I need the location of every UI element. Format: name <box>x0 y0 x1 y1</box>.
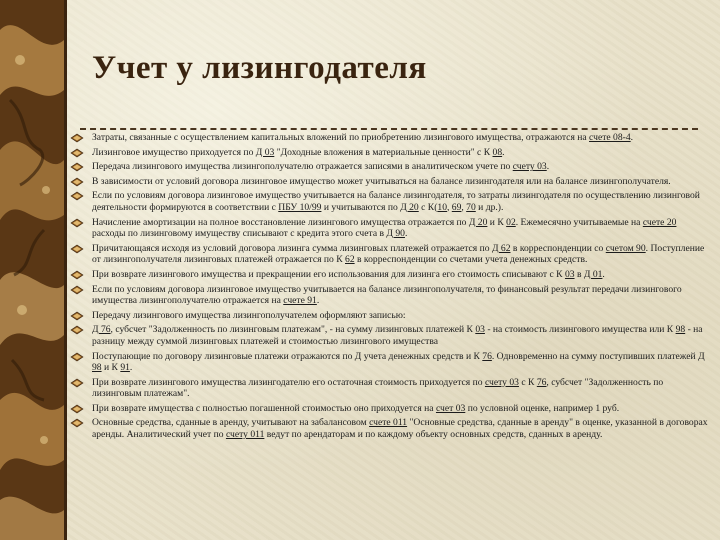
bullet-item <box>70 217 710 240</box>
bullet-icon <box>70 311 84 321</box>
bullet-text: "Доходные вложения в материальные ценности" с К <box>274 146 493 158</box>
bullet-text: , <box>446 201 452 213</box>
bullet-text: - на разницу между суммой лизинговых платежей и стоимостью лизингового имущества <box>92 324 703 347</box>
bullet-list <box>70 132 710 444</box>
account-link[interactable]: ПБУ 10/99 <box>278 201 322 213</box>
account-link[interactable]: 02 <box>506 216 516 228</box>
account-link[interactable]: счете 011 <box>369 417 408 429</box>
bullet-icon <box>70 244 84 254</box>
bullet-text: "Основные средства, сданные в аренду" в оценке, указанной в договорах аренды. Аналитический учет по <box>92 417 708 441</box>
account-link[interactable]: 10 <box>437 201 447 213</box>
bullet-text: . <box>129 362 133 374</box>
bullet-icon <box>70 270 84 280</box>
bullet-item <box>70 417 710 440</box>
account-link[interactable]: счете 08-4 <box>589 132 631 143</box>
bullet-text: и др.). <box>475 201 504 213</box>
bullet-text: Начисление амортизации на полное восстановление лизингового имущества отражается по <box>92 216 469 228</box>
bullet-text: . Поступление от лизингополучателя лизинговых платежей отражается по К <box>92 242 705 266</box>
bullet-icon <box>70 325 84 335</box>
bullet-item <box>70 284 710 307</box>
bullet-icon <box>70 418 84 428</box>
account-link[interactable]: Д 62 <box>491 242 511 254</box>
bullet-icon <box>70 404 84 414</box>
account-link[interactable]: 98 <box>675 324 686 336</box>
bullet-item <box>70 310 710 322</box>
bullet-item <box>70 132 710 144</box>
bullet-text: Если по условиям договора лизинговое имущество учитывается на балансе лизингодателя, то затраты лизингодателя по осуществлению лизинговой деятельности формируются в соответствии с <box>92 190 700 213</box>
account-link[interactable]: Д 03 <box>255 146 275 158</box>
account-link[interactable]: 76 <box>536 376 547 388</box>
bullet-text: . <box>546 161 550 173</box>
account-link[interactable]: 62 <box>345 254 355 266</box>
account-link[interactable]: счете 91 <box>283 295 317 307</box>
bullet-text: , <box>461 201 467 213</box>
bullet-text: в <box>574 268 584 280</box>
account-link[interactable]: счете 20 <box>642 216 677 228</box>
bullet-item <box>70 403 710 415</box>
bullet-text: Основные средства, сданные в аренду, учитывают на забалансовом <box>92 417 370 429</box>
bullet-text: и К <box>101 362 121 374</box>
account-link[interactable]: счету 03 <box>484 376 519 388</box>
bullet-text: в корреспонденции со <box>510 242 606 254</box>
bullet-text: расходы по лизинговому имуществу списывают с кредита этого счета в <box>92 228 387 240</box>
bullet-text: При возврате имущества с полностью погашенной стоимостью оно приходуется на <box>92 402 436 414</box>
bullet-text: . Одновременно на сумму поступивших платежей <box>491 350 699 362</box>
account-link[interactable]: 03 <box>475 324 485 336</box>
bullet-text: в корреспонденции со счетами учета денежных средств. <box>354 254 588 266</box>
bullet-text: по условной оценке, например 1 руб. <box>465 402 620 414</box>
bullet-text: - на стоимость лизингового имущества или К <box>484 324 676 336</box>
side-strip-border <box>64 0 67 540</box>
bullet-item <box>70 351 710 374</box>
account-link[interactable]: Д 01 <box>583 268 603 280</box>
account-link[interactable]: Д 20 <box>468 216 488 228</box>
account-link[interactable]: счетом 90 <box>605 242 646 254</box>
bullet-item <box>70 269 710 281</box>
account-link[interactable]: 91 <box>120 362 130 374</box>
account-link[interactable]: Д 76 <box>92 324 111 336</box>
bullet-text: Поступающие по договору лизинговые платежи отражаются по Д учета денежных средств и К <box>92 350 483 362</box>
account-link[interactable]: Д 90 <box>386 228 405 240</box>
bullet-text: Лизинговое имущество приходуется по <box>92 146 256 158</box>
bullet-text: При возврате лизингового имущества и прекращении его использования для лизинга его стоимость списывают с К <box>92 268 565 280</box>
bullet-text: Передачу лизингового имущества лизингополучателем оформляют записью: <box>92 309 406 321</box>
bullet-item <box>70 190 710 213</box>
account-link[interactable]: счет 03 <box>435 402 466 414</box>
bullet-item <box>70 161 710 173</box>
bullet-text: , субсчет "Задолженность по лизинговым платежам", - на сумму лизинговых платежей К <box>110 324 476 336</box>
bullet-text: Затраты, связанные с осуществлением капитальных вложений по приобретению лизингового имущества, отражаются на <box>92 132 590 143</box>
bullet-item <box>70 176 710 188</box>
bullet-text: и К <box>487 216 507 228</box>
slide-title: Учет у лизингодателя <box>92 50 427 86</box>
bullet-text: . <box>630 132 634 143</box>
bullet-icon <box>70 133 84 143</box>
bullet-text: и учитываются по <box>321 201 401 213</box>
bullet-icon <box>70 148 84 158</box>
account-link[interactable]: 69 <box>451 201 462 213</box>
bullet-item <box>70 377 710 400</box>
bullet-text: , субсчет "Задолженность по лизинговым платежам". <box>92 376 664 400</box>
bullet-icon <box>70 285 84 295</box>
bullet-text: . <box>602 268 605 280</box>
bullet-text: . <box>404 228 408 240</box>
bullet-icon <box>70 352 84 362</box>
bullet-text: . Ежемесячно учитываемые на <box>515 216 643 228</box>
bullet-text: с К <box>518 376 537 388</box>
account-link[interactable]: 76 <box>482 350 492 362</box>
bullet-icon <box>70 191 84 201</box>
bullet-text: . <box>316 295 320 307</box>
bullet-icon <box>70 177 84 187</box>
bullet-text: Если по условиям договора лизинговое имущество учитывается на балансе лизингополучателя, то финансовый результат передачи лизингового имущества лизингополучателю отражается на <box>92 283 682 307</box>
account-link[interactable]: Д 98 <box>92 350 705 374</box>
account-link[interactable]: Д 20 <box>400 201 419 213</box>
account-link[interactable]: счету 011 <box>225 429 265 441</box>
bullet-text: . <box>502 146 505 158</box>
bullet-item <box>70 147 710 159</box>
bullet-item <box>70 324 710 347</box>
bullet-icon <box>70 162 84 172</box>
account-link[interactable]: счету 03 <box>512 161 547 173</box>
decorative-side-strip <box>0 0 64 540</box>
bullet-text: В зависимости от условий договора лизинговое имущество может учитываться на балансе лизингодателя или на балансе лизингополучателя. <box>92 175 671 187</box>
account-link[interactable]: 03 <box>564 268 575 280</box>
bullet-text: с К( <box>418 201 438 213</box>
account-link[interactable]: 70 <box>466 201 476 213</box>
account-link[interactable]: 08 <box>492 146 503 158</box>
bullet-text: Причитающаяся исходя из условий договора лизинга сумма лизинговых платежей отражается по <box>92 242 492 254</box>
bullet-text: ведут по арендаторам и по каждому объекту основных средств, сданных в аренду. <box>264 429 603 441</box>
bullet-item <box>70 243 710 266</box>
bullet-icon <box>70 218 84 228</box>
bullet-text: Передача лизингового имущества лизингополучателю отражается записями в аналитическом учете по <box>92 161 513 173</box>
bullet-icon <box>70 378 84 388</box>
bullet-text: При возврате лизингового имущества лизингодателю его остаточная стоимость приходуется по <box>92 376 485 388</box>
